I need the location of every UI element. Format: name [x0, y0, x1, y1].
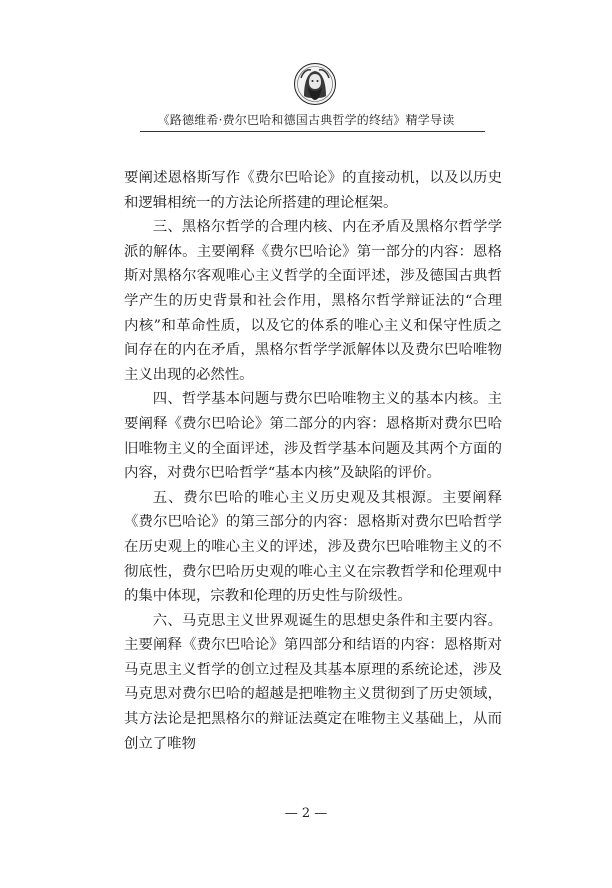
marx-portrait-logo-icon: [293, 62, 337, 106]
header-divider: [140, 131, 485, 132]
body-text: [124, 166, 502, 756]
paragraph-section-5: 五、费尔巴哈的唯心主义历史观及其根源。主要阐释《费尔巴哈论》的第三部分的内容：恩格斯对费尔巴哈哲学在历史观上的唯心主义的评述，涉及费尔巴哈唯物主义的不彻底性，费尔巴哈历史观的唯心主义在宗教哲学和伦理观中的集中体现，宗教和伦理的历史性与阶级性。: [124, 489, 502, 605]
running-title: 《路德维希·费尔巴哈和德国古典哲学的终结》精学导读: [157, 113, 455, 127]
page-number: — 2 —: [284, 806, 328, 821]
paragraph-continuation: 要阐述恩格斯写作《费尔巴哈论》的直接动机，以及以历史和逻辑相统一的方法论所搭建的理论框架。: [124, 170, 502, 211]
paragraph-section-4: 四、哲学基本问题与费尔巴哈唯物主义的基本内核。主要阐释《费尔巴哈论》第二部分的内容：恩格斯对费尔巴哈旧唯物主义的全面评述，涉及哲学基本问题及其两个方面的内容，对费尔巴哈哲学“基本内核”及缺陷的评价。: [124, 391, 502, 482]
page-header: [0, 62, 612, 134]
paragraph-section-6: 六、马克思主义世界观诞生的思想史条件和主要内容。主要阐释《费尔巴哈论》第四部分和结语的内容：恩格斯对马克思主义哲学的创立过程及其基本原理的系统论述，涉及马克思对费尔巴哈的超越是把唯物主义贯彻到了历史领域，其方法论是把黑格尔的辩证法奠定在唯物主义基础上，从而创立了唯物: [124, 612, 502, 752]
paragraph-section-3: 三、黑格尔哲学的合理内核、内在矛盾及黑格尔哲学学派的解体。主要阐释《费尔巴哈论》第一部分的内容：恩格斯对黑格尔客观唯心主义哲学的全面评述，涉及德国古典哲学产生的历史背景和社会作用，黑格尔哲学辩证法的“合理内核”和革命性质，以及它的体系的唯心主义和保守性质之间存在的内在矛盾，黑格尔哲学学派解体以及费尔巴哈唯物主义出现的必然性。: [124, 219, 502, 383]
